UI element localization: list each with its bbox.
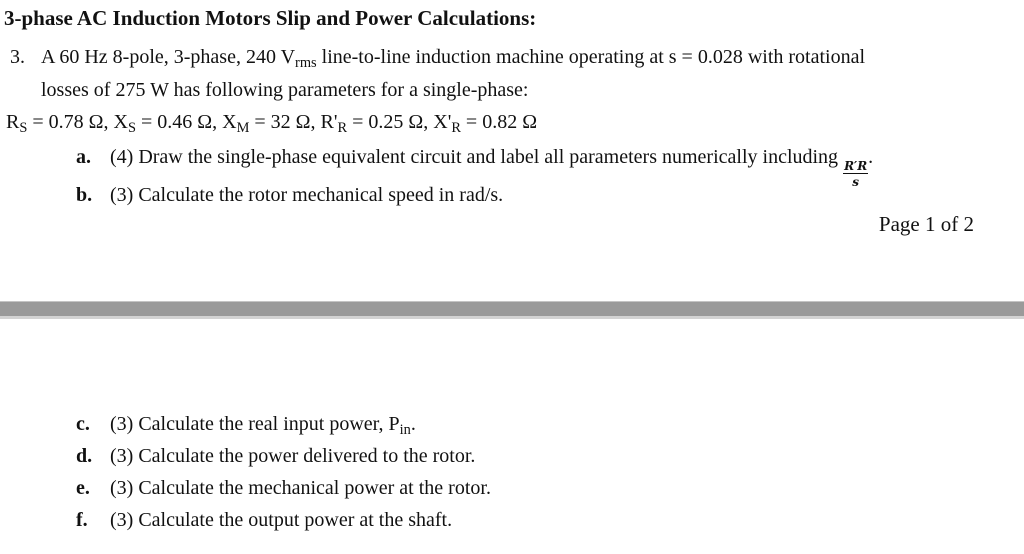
param-rs-sub: S bbox=[19, 120, 28, 137]
question-c bbox=[76, 413, 416, 439]
param-xr-symbol: X' bbox=[433, 111, 452, 133]
param-xr-value: = 0.82 Ω bbox=[460, 111, 538, 133]
question-e-text: (3) Calculate the mechanical power at the rotor. bbox=[110, 477, 491, 499]
question-e-label: e. bbox=[76, 477, 90, 499]
param-xm-symbol: X bbox=[222, 111, 237, 133]
param-xm-value: = 32 Ω, bbox=[249, 111, 321, 133]
rotor-resistance-fraction bbox=[843, 160, 868, 188]
voltage-subscript: rms bbox=[295, 55, 317, 72]
question-e bbox=[76, 477, 491, 500]
page-separator bbox=[0, 301, 1024, 316]
parameter-list bbox=[6, 111, 537, 137]
document-title: 3-phase AC Induction Motors Slip and Power Calculations: bbox=[4, 6, 537, 30]
question-d-label: d. bbox=[76, 445, 93, 467]
param-xs-value: = 0.46 Ω, bbox=[135, 111, 223, 133]
problem-line-1 bbox=[10, 46, 865, 72]
param-rr-value: = 0.25 Ω, bbox=[347, 111, 434, 133]
problem-text-1: A 60 Hz 8-pole, 3-phase, 240 V bbox=[41, 46, 296, 68]
problem-line-2: losses of 275 W has following parameters for a single-phase: bbox=[41, 79, 529, 101]
question-b-text: (3) Calculate the rotor mechanical speed in rad/s. bbox=[110, 184, 504, 206]
page-number: Page 1 of 2 bbox=[878, 212, 974, 236]
question-a-label: a. bbox=[76, 146, 91, 168]
param-xs-sub: S bbox=[127, 120, 136, 137]
param-rr-symbol: R' bbox=[320, 111, 338, 133]
question-c-tail: . bbox=[410, 413, 416, 435]
question-b-label: b. bbox=[76, 184, 93, 206]
fraction-numerator: R′R bbox=[844, 158, 868, 173]
question-b bbox=[76, 184, 503, 207]
question-f-label: f. bbox=[76, 509, 88, 531]
param-xs-symbol: X bbox=[113, 111, 128, 133]
param-rr-sub: R bbox=[337, 120, 348, 137]
param-xm-sub: M bbox=[236, 120, 250, 137]
question-c-label: c. bbox=[76, 413, 90, 435]
page-separator-highlight bbox=[0, 316, 1024, 319]
param-rs-value: = 0.78 Ω, bbox=[27, 111, 114, 133]
param-rs-symbol: R bbox=[6, 111, 20, 133]
param-xr-sub: R bbox=[451, 120, 461, 137]
question-c-text: (3) Calculate the real input power, P bbox=[110, 413, 400, 435]
question-d-text: (3) Calculate the power delivered to the rotor. bbox=[110, 445, 476, 467]
input-power-subscript: in bbox=[399, 422, 411, 439]
question-d bbox=[76, 445, 475, 468]
question-f bbox=[76, 509, 452, 532]
question-a-tail: . bbox=[868, 146, 874, 168]
question-f-text: (3) Calculate the output power at the shaft. bbox=[110, 509, 453, 531]
problem-text-1-tail: line-to-line induction machine operating at s = 0.028 with rotational bbox=[316, 46, 866, 68]
fraction-denominator: s bbox=[852, 174, 859, 189]
question-a bbox=[76, 146, 873, 188]
question-a-text: (4) Draw the single-phase equivalent circuit and label all parameters numerically including bbox=[110, 146, 844, 168]
problem-number: 3. bbox=[10, 46, 25, 68]
